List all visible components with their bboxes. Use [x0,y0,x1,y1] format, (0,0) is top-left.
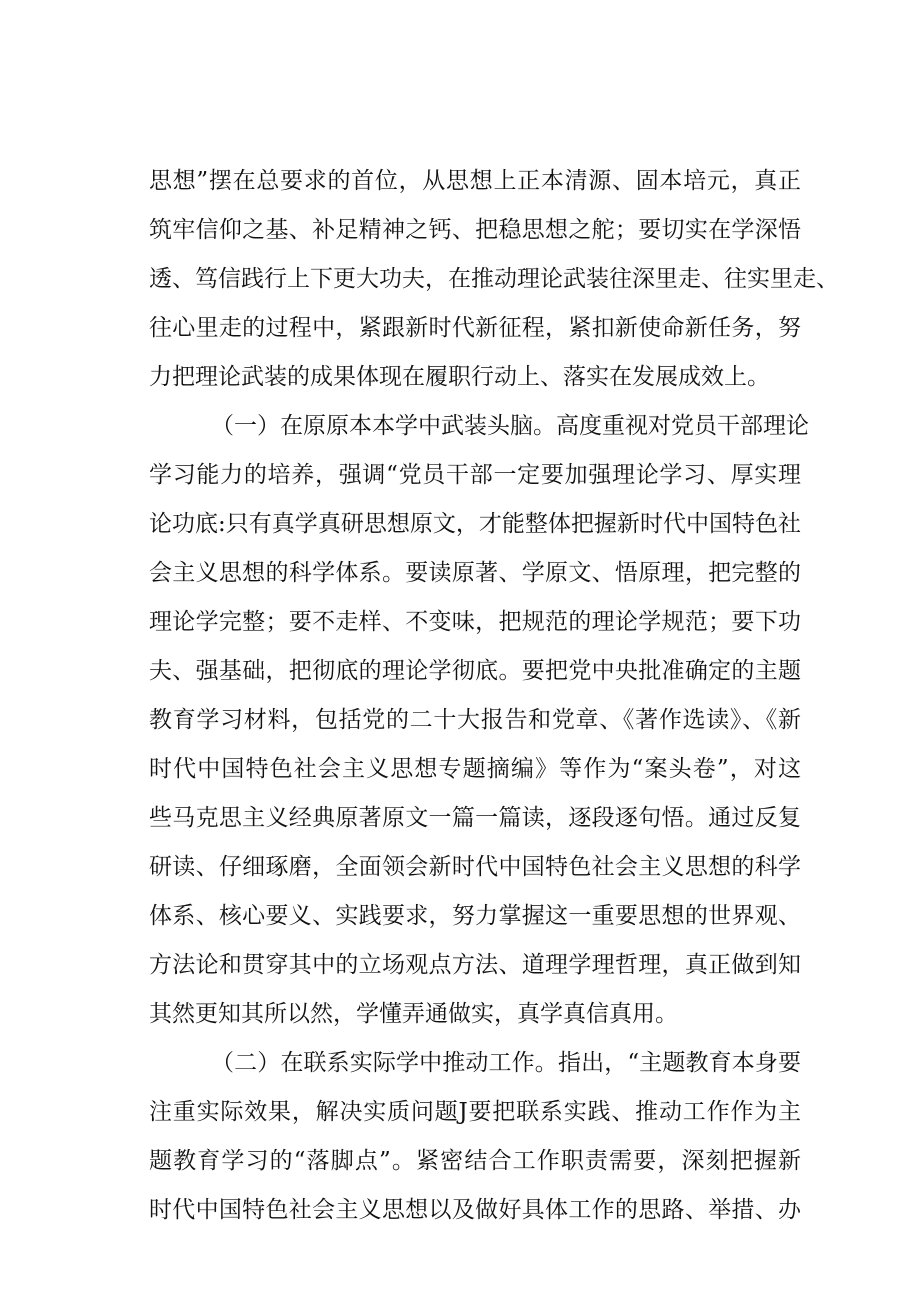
paragraph-0 [149,157,839,402]
text-line: 时代中国特色社会主义思想专题摘编》等作为“案头卷”，对这 [149,756,801,782]
text-line: 教育学习材料，包括党的二十大报告和党章、《著作选读》、《新 [149,707,801,733]
text-line: （一）在原原本本学中武装头脑。高度重视对党员干部理论 [211,413,809,439]
text-line: 往心里走的过程中，紧跟新时代新征程，紧扣新使命新任务，努 [149,315,801,341]
text-line: 理论学完整；要不走样、不变味，把规范的理论学规范；要下功 [149,609,801,635]
text-line: 思想”摆在总要求的首位，从思想上正本清源、固本培元，真正 [149,168,801,194]
text-line: 研读、仔细琢磨，全面领会新时代中国特色社会主义思想的科学 [149,854,801,880]
text-line: （二）在联系实际学中推动工作。指出，“主题教育本身要 [211,1050,801,1076]
text-line: 其然更知其所以然，学懂弄通做实，真学真信真用。 [149,1001,678,1027]
text-line: 体系、核心要义、实践要求，努力掌握这一重要思想的世界观、 [149,903,801,929]
paragraph-1 [149,402,809,1039]
text-line: 时代中国特色社会主义思想以及做好具体工作的思路、举措、办 [149,1197,801,1223]
text-line: 筑牢信仰之基、补足精神之钙、把稳思想之舵；要切实在学深悟 [149,217,801,243]
text-line: 学习能力的培养，强调“党员干部一定要加强理论学习、厚实理 [149,462,801,488]
text-line: 会主义思想的科学体系。要读原著、学原文、悟原理，把完整的 [149,560,801,586]
document-body [149,157,839,1235]
text-line: 些马克思主义经典原著原文一篇一篇读，逐段逐句悟。通过反复 [149,805,801,831]
text-line: 力把理论武装的成果体现在履职行动上、落实在发展成效上。 [149,364,770,390]
text-line: 题教育学习的“落脚点”。紧密结合工作职责需要，深刻把握新 [149,1148,801,1174]
text-line: 透、笃信践行上下更大功夫，在推动理论武装往深里走、往实里走、 [149,266,839,292]
text-line: 夫、强基础，把彻底的理论学彻底。要把党中央批准确定的主题 [149,658,801,684]
text-line: 论功底:只有真学真研思想原文，才能整体把握新时代中国特色社 [149,511,801,537]
text-line: 方法论和贯穿其中的立场观点方法、道理学理哲理，真正做到知 [149,952,801,978]
text-line: 注重实际效果，解决实质问题J要把联系实践、推动工作作为主 [149,1099,801,1125]
paragraph-2 [149,1039,801,1235]
